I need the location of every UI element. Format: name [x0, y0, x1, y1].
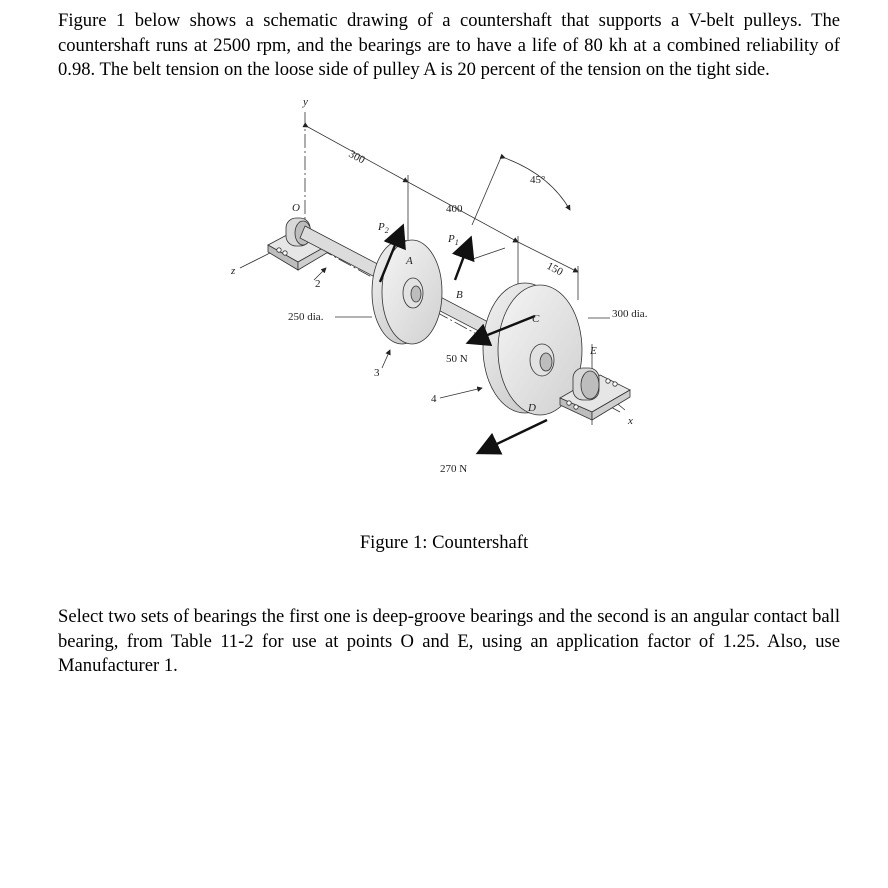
section-2: 2 [315, 278, 321, 290]
label-x: x [628, 415, 633, 427]
dim-150: 150 [544, 260, 565, 279]
force-270n: 270 N [440, 463, 468, 475]
figure-caption: Figure 1: Countershaft [359, 532, 529, 553]
dim-400: 400 [446, 203, 463, 215]
intro-paragraph: Figure 1 below shows a schematic drawing of a countershaft that supports a V-belt pulleys. The countershaft runs at 2500 rpm, and the bearings are to have a life of 80 kh at a combined reliability of 0.98. The belt tension on the loose side of pulley A is 20 percent of the tension on the tight side. [58, 10, 840, 80]
label-d: D [528, 402, 536, 414]
section-4: 4 [431, 393, 437, 405]
label-b: B [456, 289, 463, 301]
dia-300: 300 dia. [612, 308, 648, 320]
label-o: O [292, 202, 300, 214]
label-p1: $P_1$ [448, 233, 459, 247]
label-y: y [303, 96, 308, 108]
dia-250: 250 dia. [288, 311, 324, 323]
label-a: A [406, 255, 413, 267]
task-paragraph: Select two sets of bearings the first one is deep-groove bearings and the second is an angular contact ball bearing, from Table 11-2 for use at points O and E, using an application factor of 1.25. Also, use Manufacturer 1. [58, 606, 840, 676]
label-e: E [590, 345, 597, 357]
label-p2: $P_2$ [378, 221, 389, 235]
label-c: C [532, 313, 540, 325]
angle-45: 45° [530, 174, 546, 186]
force-50n: 50 N [446, 353, 468, 365]
section-3: 3 [374, 367, 380, 379]
label-z: z [231, 265, 236, 277]
dim-300: 300 [346, 148, 367, 167]
